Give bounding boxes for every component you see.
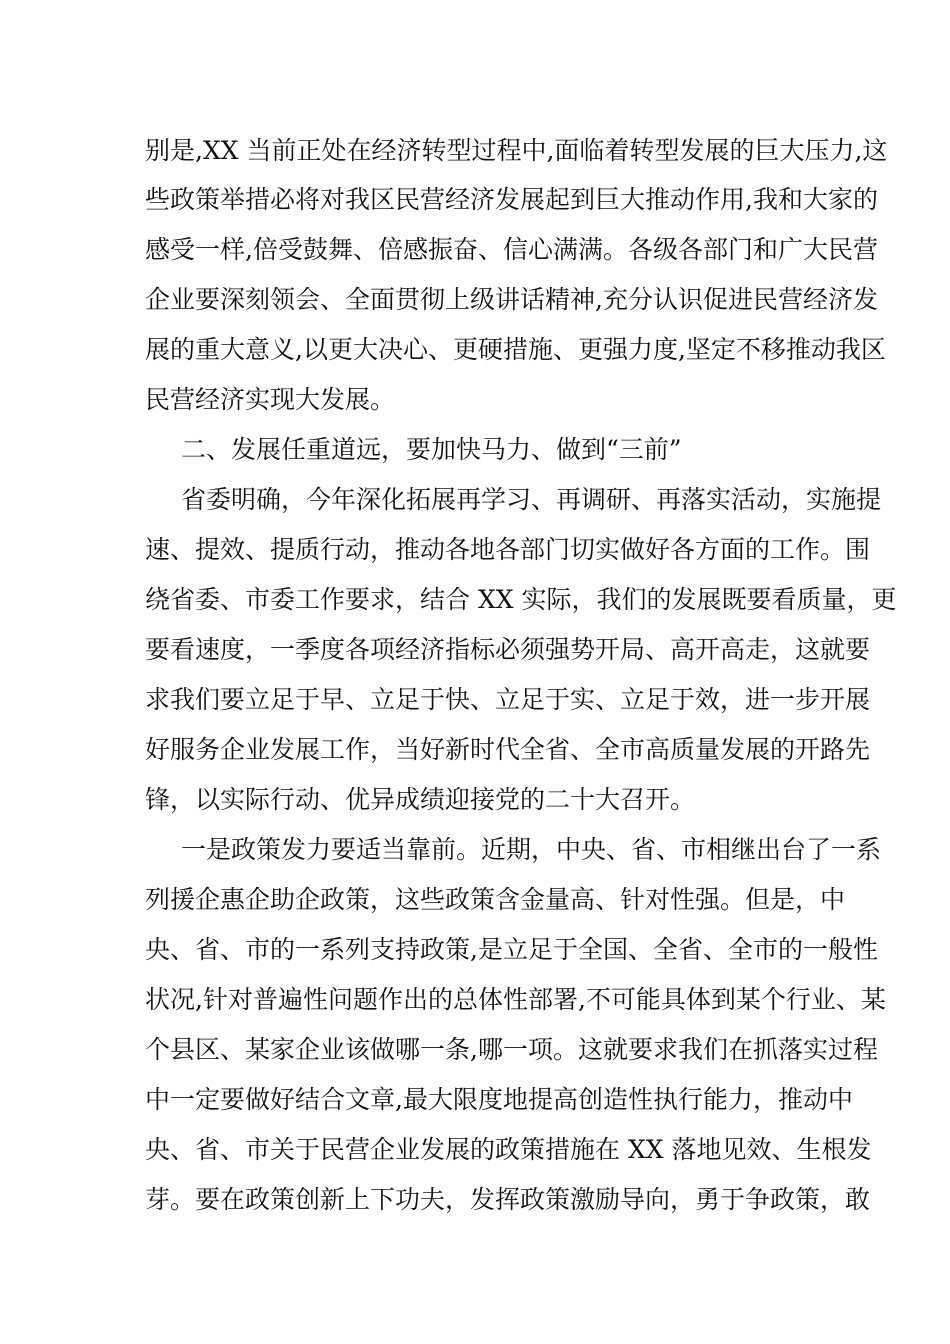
text-line: 状况,针对普遍性问题作出的总体性部署,不可能具体到某个行业、某 xyxy=(145,985,886,1014)
text-line: 列援企惠企助企政策，这些政策含金量高、针对性强。但是，中 xyxy=(145,885,846,914)
text-line: 绕省委、市委工作要求，结合 XX 实际，我们的发展既要看质量，更 xyxy=(145,585,897,614)
text-line: 速、提效、提质行动，推动各地各部门切实做好各方面的工作。围 xyxy=(145,535,871,564)
text-line: 民营经济实现大发展。 xyxy=(145,385,396,414)
text-line: 求我们要立足于早、立足于快、立足于实、立足于效，进一步开展 xyxy=(145,685,871,714)
text-line: 央、省、市关于民营企业发展的政策措施在 XX 落地见效、生根发 xyxy=(145,1135,872,1164)
text-line: 企业要深刻领会、全面贯彻上级讲话精神,充分认识促进民营经济发 xyxy=(145,285,878,314)
text-line: 感受一样,倍受鼓舞、倍感振奋、信心满满。各级各部门和广大民营 xyxy=(145,235,878,264)
text-line: 个县区、某家企业该做哪一条,哪一项。这就要求我们在抓落实过程 xyxy=(145,1035,878,1064)
text-line: 一是政策发力要适当靠前。近期，中央、省、市相继出台了一系 xyxy=(181,835,882,864)
text-line: 些政策举措必将对我区民营经济发展起到巨大推动作用,我和大家的 xyxy=(145,185,878,214)
text-line: 好服务企业发展工作，当好新时代全省、全市高质量发展的开路先 xyxy=(145,735,871,764)
text-line: 锋，以实际行动、优异成绩迎接党的二十大召开。 xyxy=(145,785,696,814)
text-line: 央、省、市的一系列支持政策,是立足于全国、全省、全市的一般性 xyxy=(145,935,878,964)
text-line: 别是,XX 当前正处在经济转型过程中,面临着转型发展的巨大压力,这 xyxy=(145,136,888,165)
text-line: 展的重大意义,以更大决心、更硬措施、更强力度,坚定不移推动我区 xyxy=(145,335,886,364)
text-line: 芽。要在政策创新上下功夫，发挥政策激励导向，勇于争政策，敢 xyxy=(145,1185,871,1214)
section-heading: 二、发展任重道远，要加快马力、做到“三前” xyxy=(181,435,682,464)
text-line: 中一定要做好结合文章,最大限度地提高创造性执行能力，推动中 xyxy=(145,1085,853,1114)
text-line: 省委明确，今年深化拓展再学习、再调研、再落实活动，实施提 xyxy=(181,485,882,514)
text-line: 要看速度，一季度各项经济指标必须强势开局、高开高走，这就要 xyxy=(145,635,871,664)
